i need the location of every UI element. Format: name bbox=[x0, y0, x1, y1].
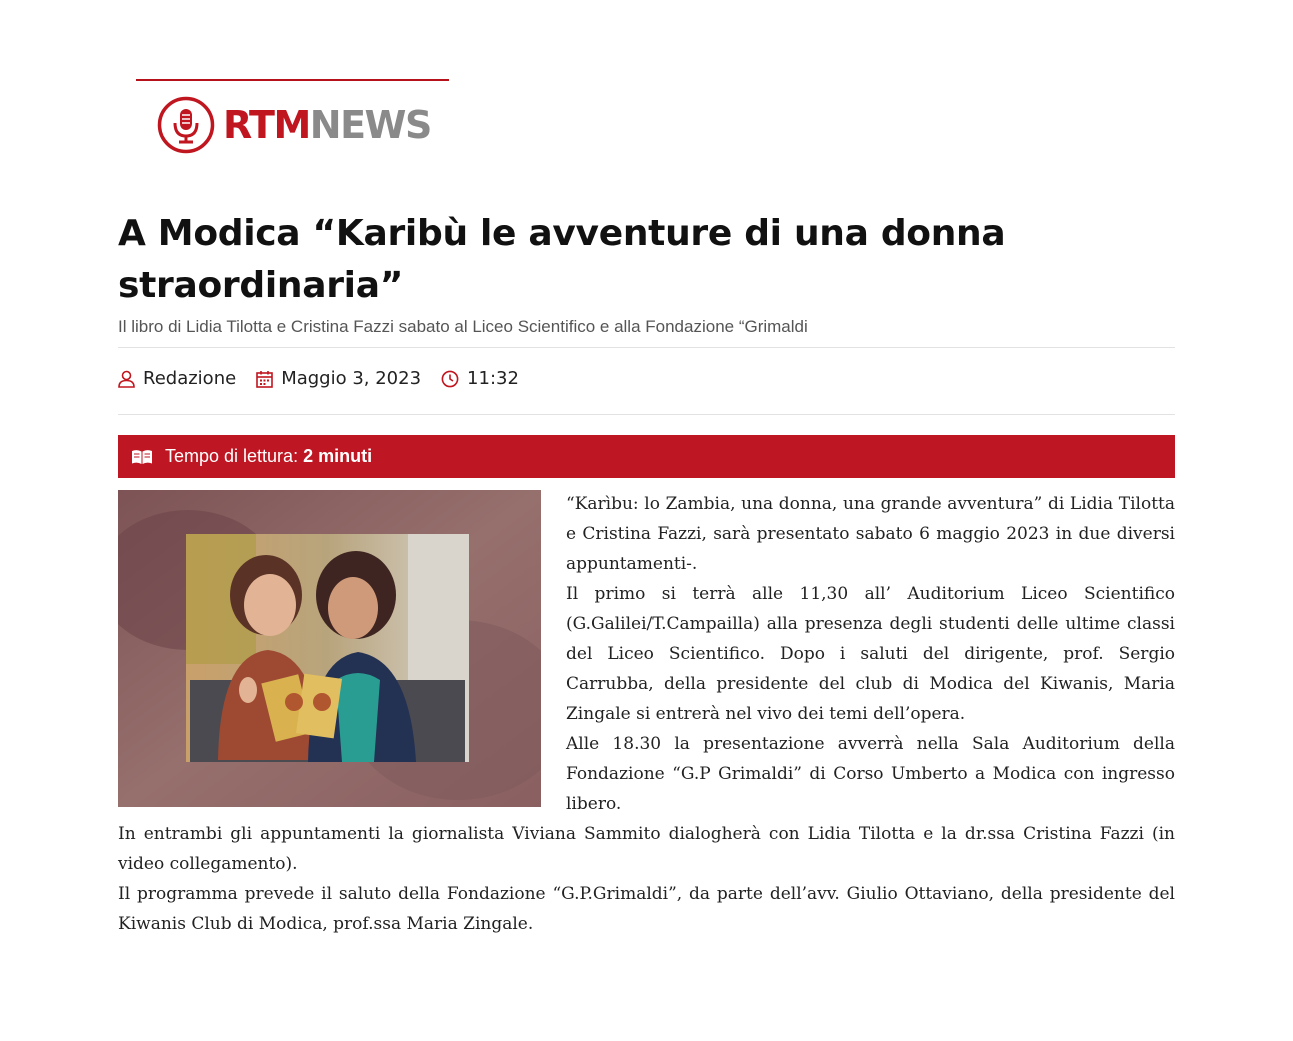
article-paragraph: Il primo si terrà alle 11,30 all’ Auditorium Liceo Scientifico (G.Galilei/T.Campailla) alla presenza degli studenti delle ultime classi del Liceo Scientifico. Dopo i saluti del dirigente, prof. Sergio Carrubba, della presidente del club di Modica del Kiwanis, Maria Zingale si entrerà nel vivo dei temi dell’opera. bbox=[566, 584, 1175, 724]
article-photo[interactable] bbox=[118, 490, 541, 807]
logo-rtm: RTM bbox=[223, 103, 310, 147]
article-paragraph: In entrambi gli appuntamenti la giornalista Viviana Sammito dialogherà con Lidia Tilotta e la dr.ssa Cristina Fazzi (in video collegamento). bbox=[118, 824, 1175, 874]
article-paragraph: Il programma prevede il saluto della Fondazione “G.P.Grimaldi”, da parte dell’avv. Giulio Ottaviano, della presidente del Kiwanis Club di Modica, prof.ssa Maria Zingale. bbox=[118, 884, 1175, 934]
site-logo[interactable] bbox=[157, 96, 431, 154]
header-top-line bbox=[136, 79, 449, 81]
book-open-icon bbox=[131, 449, 153, 465]
reading-time-label: Tempo di lettura: bbox=[165, 446, 299, 466]
time-meta bbox=[441, 368, 519, 389]
calendar-icon bbox=[256, 370, 273, 388]
photo-illustration bbox=[118, 490, 541, 807]
divider bbox=[118, 347, 1175, 348]
article-paragraph: Alle 18.30 la presentazione avverrà nella Sala Auditorium della Fondazione “G.P Grimaldi” di Corso Umberto a Modica con ingresso libero. bbox=[566, 734, 1175, 814]
logo-news: NEWS bbox=[309, 103, 431, 147]
microphone-icon bbox=[157, 96, 215, 154]
reading-time-bar bbox=[118, 435, 1175, 478]
logo-wordmark bbox=[223, 96, 431, 154]
reading-time-value: 2 minuti bbox=[303, 446, 373, 466]
date-meta bbox=[256, 368, 421, 389]
article-paragraph: “Karìbu: lo Zambia, una donna, una grande avventura” di Lidia Tilotta e Cristina Fazzi, sarà presentato sabato 6 maggio 2023 in due diversi appuntamenti-. bbox=[566, 494, 1175, 574]
divider bbox=[118, 414, 1175, 415]
article-title: A Modica “Karibù le avventure di una donna straordinaria” bbox=[118, 213, 1006, 306]
clock-icon bbox=[441, 370, 459, 388]
publish-time: 11:32 bbox=[467, 368, 519, 389]
author-name: Redazione bbox=[143, 368, 237, 389]
article-subtitle: Il libro di Lidia Tilotta e Cristina Fazzi sabato al Liceo Scientifico e alla Fondazione “Grimaldi bbox=[118, 317, 808, 336]
author-meta[interactable] bbox=[118, 368, 236, 389]
user-icon bbox=[118, 370, 135, 388]
article-meta bbox=[118, 368, 539, 389]
article-body-column bbox=[566, 489, 1175, 819]
article-body-full bbox=[118, 819, 1175, 939]
publish-date: Maggio 3, 2023 bbox=[281, 368, 422, 389]
